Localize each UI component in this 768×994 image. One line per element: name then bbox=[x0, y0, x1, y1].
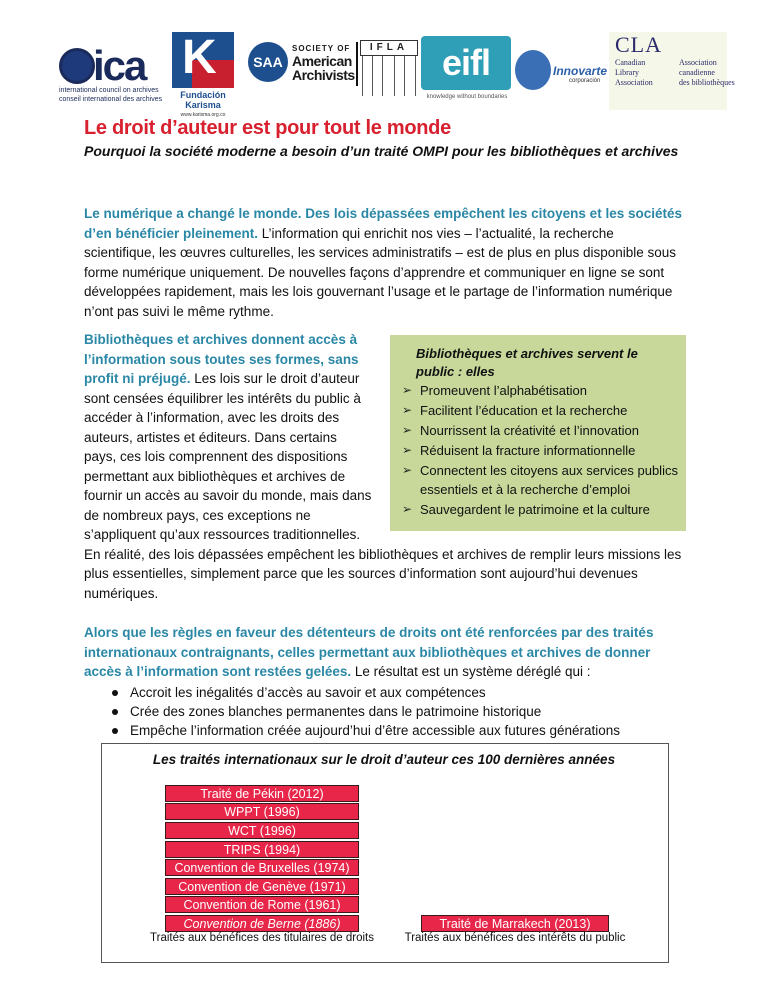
ica-logo bbox=[55, 42, 165, 112]
partner-logos bbox=[55, 20, 735, 118]
eifl-logo bbox=[421, 36, 513, 106]
paragraph-lead: Le numérique a changé le monde. Des lois dépassées empêchent les citoyens et les sociétés d’en bénéficier pleinement. bbox=[84, 206, 682, 241]
treaty-chart bbox=[101, 743, 669, 963]
cla-french bbox=[679, 58, 735, 88]
ica-line-fr: conseil international des archives bbox=[59, 96, 163, 103]
divider bbox=[356, 42, 358, 86]
innovarte-logo bbox=[515, 50, 615, 100]
cla-en3: Association bbox=[615, 78, 653, 87]
treaty-bar: WPPT (1996) bbox=[165, 803, 359, 820]
list-item: ➢ Connectent les citoyens aux services publics essentiels et à la recherche d’emploi bbox=[400, 461, 680, 499]
eifl-text: eifl bbox=[421, 36, 511, 90]
innovarte-icon bbox=[515, 50, 551, 90]
sidebar-heading: Bibliothèques et archives servent le public : elles bbox=[416, 346, 638, 379]
page-subtitle: Pourquoi la société moderne a besoin d’un traité OMPI pour les bibliothèques et archives bbox=[84, 143, 679, 159]
ifla-text: IFLA bbox=[360, 40, 418, 56]
list-item: Empêche l’information créée aujourd’hui d’être accessible aux futures générations bbox=[112, 721, 692, 740]
page-title: Le droit d’auteur est pour tout le monde bbox=[84, 117, 451, 139]
cla-mark: CLA bbox=[615, 32, 662, 57]
saa-line1: SOCIETY OF bbox=[292, 44, 351, 53]
karisma-url: www.karisma.org.co bbox=[180, 112, 226, 118]
ica-line-en: international council on archives bbox=[59, 87, 159, 94]
eifl-tagline: knowledge without boundaries bbox=[426, 94, 508, 100]
cla-logo bbox=[615, 32, 735, 112]
paragraph-libraries-access bbox=[84, 330, 684, 603]
paragraph-frozen-rules bbox=[84, 623, 684, 682]
column-label: Traités aux bénéfices des intérêts du public bbox=[404, 932, 626, 944]
list-item: Accroit les inégalités d’accès au savoir et aux compétences bbox=[112, 683, 692, 702]
cla-en2: Library bbox=[615, 68, 639, 77]
globe-icon bbox=[59, 48, 95, 84]
consequence-list bbox=[112, 683, 692, 740]
treaty-bar: TRIPS (1994) bbox=[165, 841, 359, 858]
list-item: ➢ Réduisent la fracture informationnelle bbox=[400, 441, 680, 460]
treaty-bar: Convention de Rome (1961) bbox=[165, 896, 359, 913]
chart-title: Les traités internationaux sur le droit d’auteur ces 100 dernières années bbox=[152, 752, 616, 767]
paragraph-lead: Bibliothèques et archives donnent accès à l’information sous toutes ses formes, sans profit ni préjugé. bbox=[84, 332, 359, 386]
paragraph-body: Le résultat est un système déréglé qui : bbox=[351, 664, 591, 679]
saa-line3: Archivists bbox=[292, 67, 355, 83]
ica-logo-subtitle bbox=[59, 86, 162, 104]
treaty-bar: WCT (1996) bbox=[165, 822, 359, 839]
karisma-letter: K bbox=[182, 31, 217, 84]
saa-badge: SAA bbox=[248, 42, 288, 82]
saa-name bbox=[292, 54, 355, 82]
cla-fr3: des bibliothèques bbox=[679, 78, 735, 87]
column-label: Traités aux bénéfices des titulaires de droits bbox=[150, 932, 374, 944]
treaty-bar: Traité de Pékin (2012) bbox=[165, 785, 359, 802]
treaty-bar: Convention de Bruxelles (1974) bbox=[165, 859, 359, 876]
list-item: ➢ Sauvegardent le patrimoine et la culture bbox=[400, 500, 680, 519]
innovarte-sub: corporación bbox=[569, 78, 601, 84]
paragraph-body: Les lois sur le droit d’auteur sont censées équilibrer les intérêts du public à accéder à l’information, avec les droits des auteurs, artistes et éditeurs. Dans certains pays, ces lois comprennent des dispositions permettant aux bibliothèques et archives de fournir un accès au savoir du monde, mais dans de nombreux pays, ces exceptions ne s’appliquent qu’aux ressources traditionnelles. En réalité, des lois dépassées empêchent les bibliothèques et archives de remplir leurs missions les plus essentielles, simplement parce que les sources d’information sont aujourd’hui devenues numériques. bbox=[84, 371, 682, 601]
saa-line2: American bbox=[292, 53, 352, 69]
karisma-name: Fundación Karisma bbox=[180, 90, 226, 110]
paragraph-body: L’information qui enrichit nos vies – l’actualité, la recherche scientifique, les œuvres culturelles, les services administratifs – est de plus en plus disponible sous forme numérique uniquement. De nouvelles façons d’apprendre et communiquer en ligne se sont développées rapidement, mais les lois gouvernant l’usage et le partage de l’information numérique n’ont pas suivi le même rythme. bbox=[84, 225, 677, 319]
list-item: ➢ Facilitent l’éducation et la recherche bbox=[400, 401, 680, 420]
karisma-logo bbox=[172, 31, 234, 118]
treaty-bar: Convention de Berne (1886) bbox=[165, 915, 359, 932]
ifla-columns bbox=[360, 56, 418, 96]
saa-logo bbox=[248, 42, 358, 102]
float-spacer bbox=[372, 330, 684, 530]
paragraph-digital-world bbox=[84, 204, 684, 321]
ifla-logo bbox=[360, 40, 418, 100]
cla-fr1: Association bbox=[679, 58, 717, 67]
innovarte-text: Innovarte bbox=[553, 64, 608, 78]
treaty-bar: Traité de Marrakech (2013) bbox=[421, 915, 609, 932]
paragraph-lead: Alors que les règles en faveur des détenteurs de droits ont été renforcées par des traités internationaux contraignants, celles permettant aux bibliothèques et archives de donner accès à l’information sont restées gelées. bbox=[84, 625, 654, 679]
treaty-bar: Convention de Genève (1971) bbox=[165, 878, 359, 895]
ica-logo-text: ica bbox=[93, 42, 146, 89]
cla-en1: Canadian bbox=[615, 58, 646, 67]
list-item: Crée des zones blanches permanentes dans le patrimoine historique bbox=[112, 702, 692, 721]
cla-english bbox=[615, 58, 653, 88]
list-item: ➢ Promeuvent l’alphabétisation bbox=[400, 381, 680, 400]
cla-fr2: canadienne bbox=[679, 68, 715, 77]
list-item: ➢ Nourrissent la créativité et l’innovation bbox=[400, 421, 680, 440]
